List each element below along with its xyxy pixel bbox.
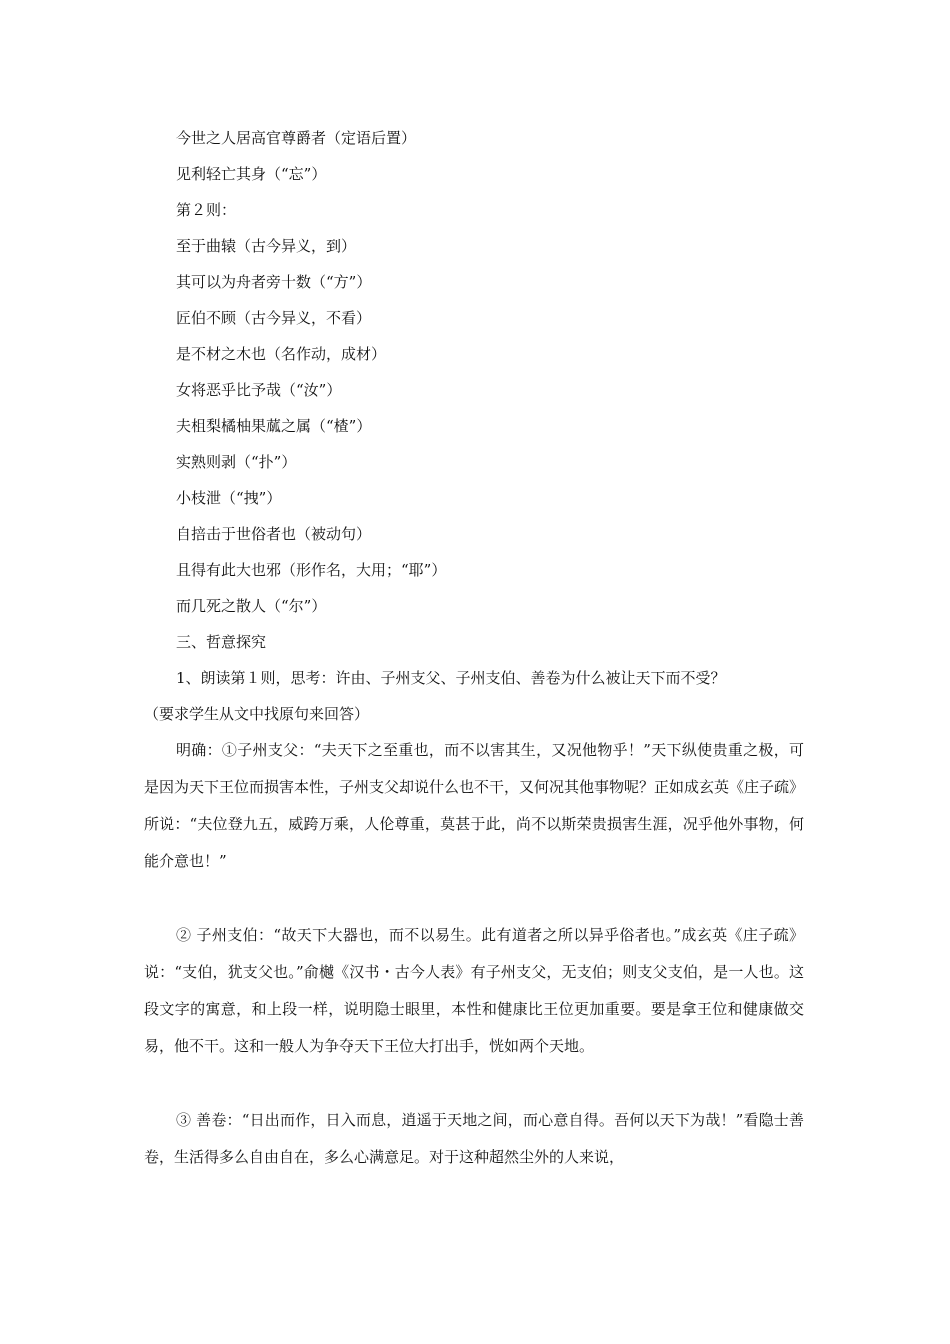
text-line-1: 今世之人居高官尊爵者（定语后置） <box>176 129 417 147</box>
answer-paragraph-1: 明确：①子州支父：“夫天下之至重也，而不以害其生，又况他物乎！”天下纵使贵重之极，可是因为天下王位而损害本性，子州支父却说什么也不干，又何况其他事物呢？正如成玄英《庄子疏》所说：“夫位登九五，威跨万乘，人伦尊重，莫甚于此，尚不以斯荣贵损害生涯，况乎他外事物，何能介意也！” <box>144 741 805 870</box>
section-heading-2: 第２则： <box>176 201 237 219</box>
question-note: （要求学生从文中找原句来回答） <box>144 705 370 723</box>
text-line-14: 而几死之散人（“尔”） <box>176 597 327 615</box>
answer-block-1 <box>144 732 804 880</box>
text-line-6: 匠伯不顾（古今异义，不看） <box>176 309 372 327</box>
text-line-13: 且得有此大也邪（形作名，大用；“耶”） <box>176 561 447 579</box>
section-heading-3: 三、哲意探究 <box>176 633 267 651</box>
text-line-7: 是不材之木也（名作动，成材） <box>176 345 387 363</box>
answer-paragraph-2: ② 子州支伯：“故天下大器也，而不以易生。此有道者之所以异乎俗者也。”成玄英《庄子疏》说：“支伯，犹支父也。”俞樾《汉书・古今人表》有子州支父，无支伯；则支父支伯，是一人也。这段文字的寓意，和上段一样，说明隐士眼里，本性和健康比王位更加重要。要是拿王位和健康做交易，他不干。这和一般人为争夺天下王位大打出手，恍如两个天地。 <box>144 926 804 1055</box>
text-line-2: 见利轻亡其身（“忘”） <box>176 165 327 183</box>
answer-block-2 <box>144 917 804 1065</box>
text-line-11: 小枝泄（“拽”） <box>176 489 282 507</box>
question-line: 1、朗读第１则，思考：许由、子州支父、子州支伯、善卷为什么被让天下而不受？ <box>176 669 726 687</box>
text-line-10: 实熟则剥（“扑”） <box>176 453 297 471</box>
text-line-5: 其可以为舟者旁十数（“方”） <box>176 273 372 291</box>
text-line-4: 至于曲辕（古今异义，到） <box>176 237 357 255</box>
text-line-9: 夫柤梨橘柚果蓏之属（“楂”） <box>176 417 372 435</box>
answer-block-3 <box>144 1102 804 1176</box>
text-line-8: 女将恶乎比予哉（“汝”） <box>176 381 342 399</box>
answer-paragraph-3: ③ 善卷：“日出而作，日入而息，逍遥于天地之间，而心意自得。吾何以天下为哉！”看隐士善卷，生活得多么自由自在，多么心满意足。对于这种超然尘外的人来说， <box>144 1111 804 1166</box>
text-line-12: 自掊击于世俗者也（被动句） <box>176 525 372 543</box>
